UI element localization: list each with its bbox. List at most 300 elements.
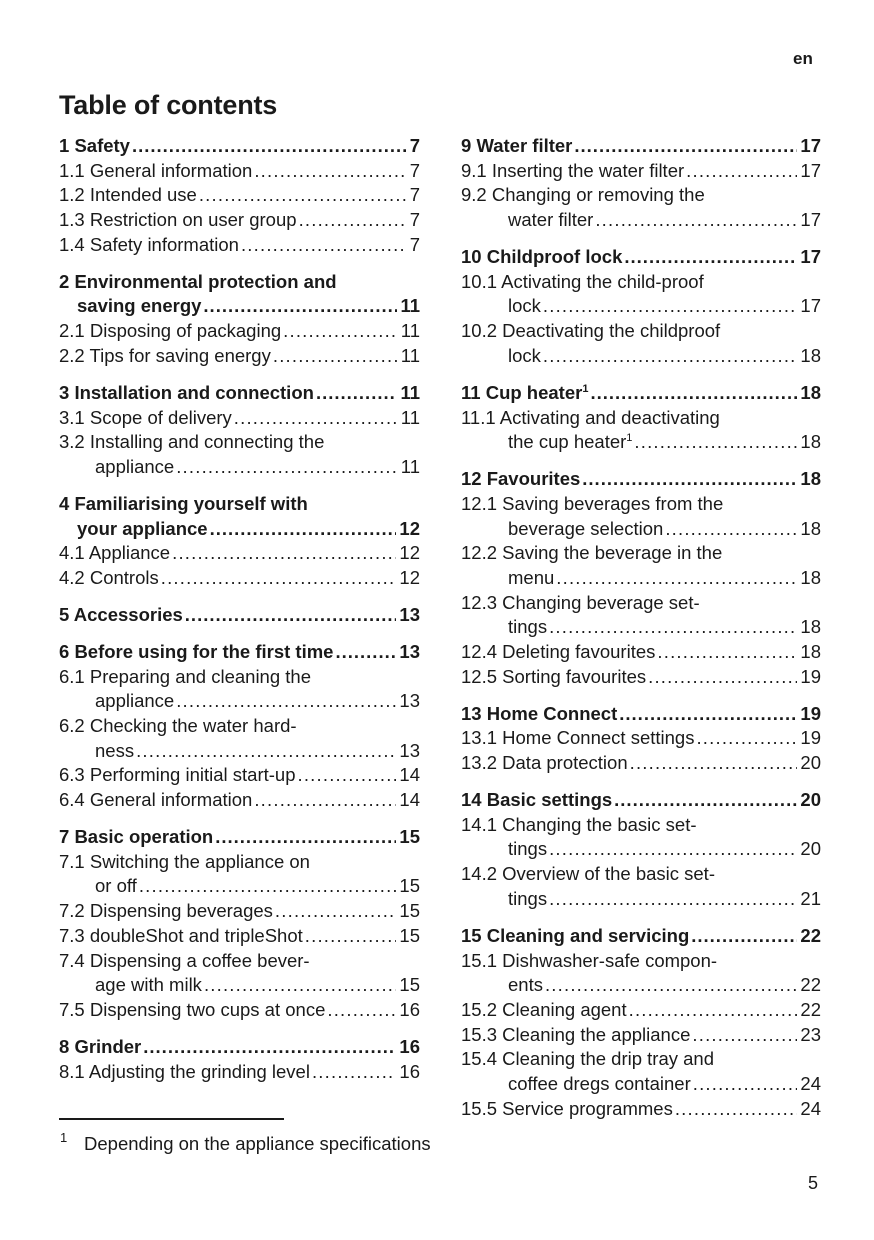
subsection-title [508,615,547,638]
subsection-page-number: 15 [399,900,420,922]
subsection-page-number: 15 [399,974,420,996]
dot-leader [176,455,398,478]
subsection-entry-continuation[interactable] [461,208,821,231]
subsection-page-number: 17 [800,295,821,317]
subsection-number: 9.2 [461,184,487,206]
subsection-title [508,1072,691,1095]
subsection-page-number: 24 [800,1072,821,1094]
subsection-entry-continuation[interactable] [59,973,420,996]
dot-leader [139,874,397,897]
page-number: 5 [808,1173,819,1193]
subsection-number: 12.2 [461,542,498,564]
subsection-number: 7.2 [59,900,85,922]
subsection-title [95,689,174,712]
subsection-page-number: 7 [409,209,420,231]
subsection-page-number: 7 [409,159,420,181]
subsection-entry-continuation[interactable] [461,344,821,367]
dot-leader [630,751,798,774]
subsection-number: 4.1 [59,542,85,564]
subsection-page-number: 14 [399,789,420,811]
subsection-number: 15.5 [461,1097,498,1119]
subsection-title-text: Activating the child-proof [501,270,704,292]
subsection-page-number: 18 [800,431,821,453]
section-heading[interactable] [59,640,420,663]
subsection-page-number: 17 [800,159,821,181]
subsection-entry[interactable] [461,541,821,564]
subsection-title [461,270,704,293]
section-heading[interactable] [59,492,420,515]
dot-leader [132,134,407,157]
subsection-entry-continuation[interactable] [461,1072,821,1095]
subsection-title-text: Dispensing beverages [89,900,273,922]
section-title [77,294,201,317]
section-page-number: 18 [800,468,821,490]
footnote-reference: 1 [626,432,633,445]
section-number: 13 [461,702,482,724]
subsection-entry-continuation[interactable] [461,430,821,453]
subsection-title [461,1097,673,1120]
dot-leader [185,603,397,626]
dot-leader [199,183,407,206]
section-heading[interactable] [59,825,420,848]
section-title [461,134,572,157]
section-heading[interactable] [59,134,420,157]
subsection-number: 6.2 [59,715,85,736]
subsection-entry-continuation[interactable] [59,874,420,897]
section-title [461,245,622,268]
section-number: 3 [59,381,70,403]
section-title [59,1035,141,1058]
toc-section [59,825,420,1021]
subsection-number: 4.2 [59,566,85,588]
section-number: 11 [461,381,481,403]
section-heading-continuation[interactable] [59,517,420,540]
dot-leader [696,726,797,749]
subsection-page-number: 18 [800,641,821,662]
subsection-page-number: 23 [800,1023,821,1045]
subsection-entry[interactable] [461,949,821,972]
subsection-entry-continuation[interactable] [59,739,420,762]
toc-section [59,603,420,626]
dot-leader [595,208,797,231]
section-heading[interactable] [461,702,821,725]
section-page-number: 11 [400,381,420,403]
subsection-entry[interactable] [461,1047,821,1070]
section-page-number: 17 [800,135,821,156]
subsection-page-number: 17 [800,209,821,231]
subsection-title [461,751,628,774]
subsection-entry-continuation[interactable] [461,887,821,910]
subsection-entry[interactable] [59,665,420,688]
subsection-entry[interactable] [461,492,821,515]
toc-section [461,381,821,453]
subsection-number: 12.1 [461,492,498,514]
toc-section [59,381,420,478]
subsection-title-text: Inserting the water filter [491,159,685,181]
subsection-title [59,665,311,688]
dot-leader [665,517,797,540]
subsection-entry[interactable] [59,763,420,786]
toc-column-right [461,134,821,1134]
subsection-entry[interactable] [59,924,420,947]
subsection-number: 7.4 [59,949,85,971]
section-title-text: Childproof lock [486,246,623,268]
subsection-number: 10.1 [461,270,498,292]
subsection-entry[interactable] [59,430,420,453]
section-title [59,381,314,404]
subsection-page-number: 14 [399,764,420,786]
dot-leader [143,1035,396,1058]
section-title [461,381,588,404]
subsection-title [461,183,705,206]
subsection-page-number: 11 [400,344,420,366]
section-title-text: Home Connect [486,702,618,724]
section-title [59,134,130,157]
subsection-title [461,1047,714,1070]
toc-section [461,134,821,231]
subsection-title-text: Dispensing a coffee bever- [89,949,310,971]
section-title [59,640,333,663]
subsection-entry[interactable] [461,159,821,182]
subsection-entry[interactable] [461,319,821,342]
subsection-title [95,739,134,762]
subsection-title-text: Saving beverages from the [502,492,724,514]
subsection-title [59,159,252,182]
toc-section [59,640,420,811]
section-title-text: Basic operation [74,826,214,848]
subsection-title [508,430,632,453]
section-heading-continuation[interactable] [59,294,420,317]
subsection-title [59,788,252,811]
subsection-title-text: Service programmes [502,1097,673,1119]
toc-section [461,467,821,688]
dot-leader [675,1097,798,1120]
subsection-entry[interactable] [461,1097,821,1120]
subsection-title [508,344,541,367]
subsection-title-text: Scope of delivery [89,406,232,428]
subsection-title-text: Installing and connecting the [89,431,325,453]
subsection-page-number: 11 [400,320,420,342]
subsection-entry[interactable] [461,998,821,1021]
subsection-entry[interactable] [59,788,420,811]
subsection-title-text: Cleaning the appliance [502,1023,691,1045]
subsection-number: 9.1 [461,159,487,181]
subsection-title [461,319,720,342]
subsection-page-number: 7 [409,233,420,255]
dot-leader [648,665,797,688]
section-number: 15 [461,924,482,946]
dot-leader [335,640,396,663]
dot-leader [172,541,396,564]
subsection-title [95,973,202,996]
subsection-entry[interactable] [59,319,420,342]
subsection-number: 1.4 [59,233,85,255]
dot-leader [693,1072,798,1095]
section-page-number: 11 [400,295,420,317]
subsection-title-text: Saving the beverage in the [502,542,723,564]
subsection-title [95,874,137,897]
subsection-entry[interactable] [461,1023,821,1046]
section-title-text: Favourites [486,468,581,490]
subsection-page-number: 12 [399,566,420,588]
subsection-title [59,566,159,589]
section-page-number: 22 [800,924,821,946]
subsection-title [461,159,684,182]
subsection-title [508,837,547,860]
subsection-entry[interactable] [59,183,420,206]
subsection-title [461,492,723,515]
subsection-title-text: Adjusting the grinding level [88,1060,310,1082]
subsection-number: 12.5 [461,665,498,687]
dot-leader [241,233,407,256]
subsection-title [59,183,197,206]
dot-leader [686,159,797,182]
dot-leader [136,739,396,762]
subsection-title [59,233,239,256]
subsection-title-text: Activating and deactivating [499,406,720,428]
dot-leader [624,245,797,268]
subsection-title-text: Intended use [89,184,197,206]
section-heading[interactable] [59,1035,420,1058]
dot-leader [543,344,798,367]
subsection-title-text: Home Connect settings [502,727,695,749]
subsection-entry[interactable] [59,344,420,367]
section-heading[interactable] [461,134,821,157]
section-page-number: 20 [800,789,821,811]
section-title-text: Safety [74,135,130,156]
subsection-entry[interactable] [461,665,821,688]
subsection-title-text: Cleaning the drip tray and [502,1048,715,1070]
toc-section [461,245,821,367]
subsection-entry[interactable] [461,862,821,885]
subsection-number: 3.1 [59,406,85,428]
toc-section [59,270,420,367]
section-title [461,788,612,811]
dot-leader [298,763,397,786]
subsection-entry[interactable] [59,998,420,1021]
subsection-title [59,541,170,564]
section-title-text: saving energy [77,295,202,317]
dot-leader [161,566,397,589]
dot-leader [590,381,797,404]
dot-leader [234,406,398,429]
dot-leader [556,566,797,589]
subsection-entry-continuation[interactable] [461,837,821,860]
subsection-entry-continuation[interactable] [461,973,821,996]
section-heading[interactable] [461,381,821,404]
subsection-page-number: 18 [800,566,821,588]
subsection-entry[interactable] [59,899,420,922]
subsection-number: 2.2 [59,344,85,366]
subsection-entry[interactable] [59,949,420,972]
subsection-entry-continuation[interactable] [461,294,821,317]
subsection-title-text: Deactivating the childproof [502,320,721,342]
section-heading[interactable] [461,788,821,811]
subsection-entry[interactable] [59,233,420,256]
toc-section [461,788,821,910]
subsection-entry[interactable] [461,813,821,836]
subsection-entry[interactable] [461,591,821,614]
subsection-page-number: 19 [800,665,821,687]
page-title: Table of contents [59,90,278,120]
dot-leader [215,825,396,848]
footnote-text: Depending on the appliance specifications [84,1133,431,1154]
section-number: 7 [59,826,70,848]
subsection-page-number: 13 [399,739,420,761]
subsection-page-number: 22 [800,998,821,1020]
subsection-entry[interactable] [59,541,420,564]
dot-leader [316,381,398,404]
dot-leader [543,294,798,317]
subsection-title-text: Switching the appliance on [89,850,310,872]
subsection-entry-continuation[interactable] [59,455,420,478]
subsection-title [508,517,663,540]
subsection-title-text: Changing or removing the [491,184,705,206]
subsection-title [59,1060,310,1083]
subsection-title [461,591,700,614]
section-number: 10 [461,246,482,268]
subsection-number: 6.4 [59,789,85,811]
subsection-number: 15.1 [461,949,498,971]
subsection-title [59,406,232,429]
section-page-number: 13 [399,640,420,662]
subsection-entry[interactable] [59,714,420,737]
subsection-number: 1.2 [59,184,85,206]
dot-leader [312,1060,396,1083]
subsection-title-text: lock [508,295,541,317]
subsection-entry-continuation[interactable] [461,615,821,638]
subsection-page-number: 12 [399,542,420,564]
dot-leader [634,430,797,453]
subsection-title [59,319,281,342]
dot-leader [582,467,797,490]
section-title [59,270,337,293]
subsection-number: 12.4 [461,641,498,662]
subsection-title-text: appliance [95,690,175,712]
subsection-number: 2.1 [59,320,85,342]
subsection-page-number: 18 [800,616,821,638]
subsection-title [59,899,273,922]
section-heading[interactable] [461,467,821,490]
subsection-title [508,973,543,996]
subsection-number: 1.1 [59,159,85,181]
subsection-entry[interactable] [461,183,821,206]
section-title-text: Familiarising yourself with [74,492,308,514]
subsection-entry[interactable] [59,406,420,429]
subsection-entry[interactable] [461,726,821,749]
section-title-text: your appliance [77,517,208,539]
subsection-page-number: 19 [800,727,821,749]
subsection-entry[interactable] [59,566,420,589]
section-number: 6 [59,640,70,662]
subsection-title [461,813,697,836]
section-title [461,924,689,947]
section-heading[interactable] [461,245,821,268]
subsection-title [461,665,646,688]
section-number: 5 [59,603,70,625]
subsection-title [461,541,722,564]
subsection-number: 1.3 [59,209,85,231]
subsection-title-text: ness [95,739,135,761]
footnote-reference: 1 [582,382,589,395]
subsection-title-text: or off [95,875,137,897]
subsection-number: 7.5 [59,998,85,1020]
section-number: 12 [461,468,482,490]
section-number: 8 [59,1035,70,1057]
dot-leader [549,837,797,860]
subsection-title-text: Overview of the basic set- [502,863,715,885]
subsection-number: 10.2 [461,320,498,342]
subsection-entry[interactable] [59,208,420,231]
toc-section [461,924,821,1120]
subsection-title-text: beverage selection [508,517,664,539]
subsection-entry[interactable] [59,159,420,182]
subsection-title [59,763,296,786]
subsection-number: 3.2 [59,431,85,453]
dot-leader [574,134,797,157]
section-title-text: Environmental protection and [74,270,337,292]
subsection-title [461,406,720,429]
subsection-title [508,208,593,231]
section-title [59,825,213,848]
subsection-title [461,998,627,1021]
section-title-text: Accessories [73,603,183,625]
subsection-title-text: Safety information [89,233,239,255]
subsection-entry[interactable] [59,850,420,873]
subsection-title-text: General information [89,789,253,811]
subsection-entry[interactable] [461,640,821,663]
dot-leader [691,924,797,947]
subsection-title-text: Tips for saving energy [89,344,271,366]
subsection-title-text: Appliance [88,542,171,564]
subsection-title-text: Changing beverage set- [502,591,700,613]
section-title [59,603,183,626]
subsection-title-text: Checking the water hard- [89,715,297,736]
dot-leader [176,689,396,712]
subsection-entry[interactable] [461,270,821,293]
subsection-title-text: Dispensing two cups at once [89,998,326,1020]
dot-leader [273,344,398,367]
subsection-title [508,566,554,589]
subsection-title-text: Controls [89,566,159,588]
subsection-title-text: General information [89,159,253,181]
subsection-title-text: Sorting favourites [502,665,647,687]
section-heading[interactable] [59,603,420,626]
dot-leader [275,899,397,922]
subsection-number: 7.3 [59,924,85,946]
subsection-entry-continuation[interactable] [59,689,420,712]
subsection-page-number: 20 [800,838,821,860]
subsection-page-number: 13 [399,690,420,712]
dot-leader [254,788,396,811]
subsection-entry[interactable] [461,406,821,429]
subsection-title-text: water filter [508,209,594,231]
subsection-entry-continuation[interactable] [461,566,821,589]
subsection-entry[interactable] [59,1060,420,1083]
section-title-text: Cup heater [485,381,583,403]
toc-column-left [59,134,420,1097]
toc-section [59,134,420,256]
section-heading[interactable] [59,381,420,404]
section-title-text: Cleaning and servicing [486,924,690,946]
section-heading[interactable] [461,924,821,947]
subsection-entry-continuation[interactable] [461,517,821,540]
section-title [461,467,580,490]
dot-leader [210,517,397,540]
section-number: 4 [59,492,70,514]
subsection-entry[interactable] [461,751,821,774]
section-heading[interactable] [59,270,420,293]
